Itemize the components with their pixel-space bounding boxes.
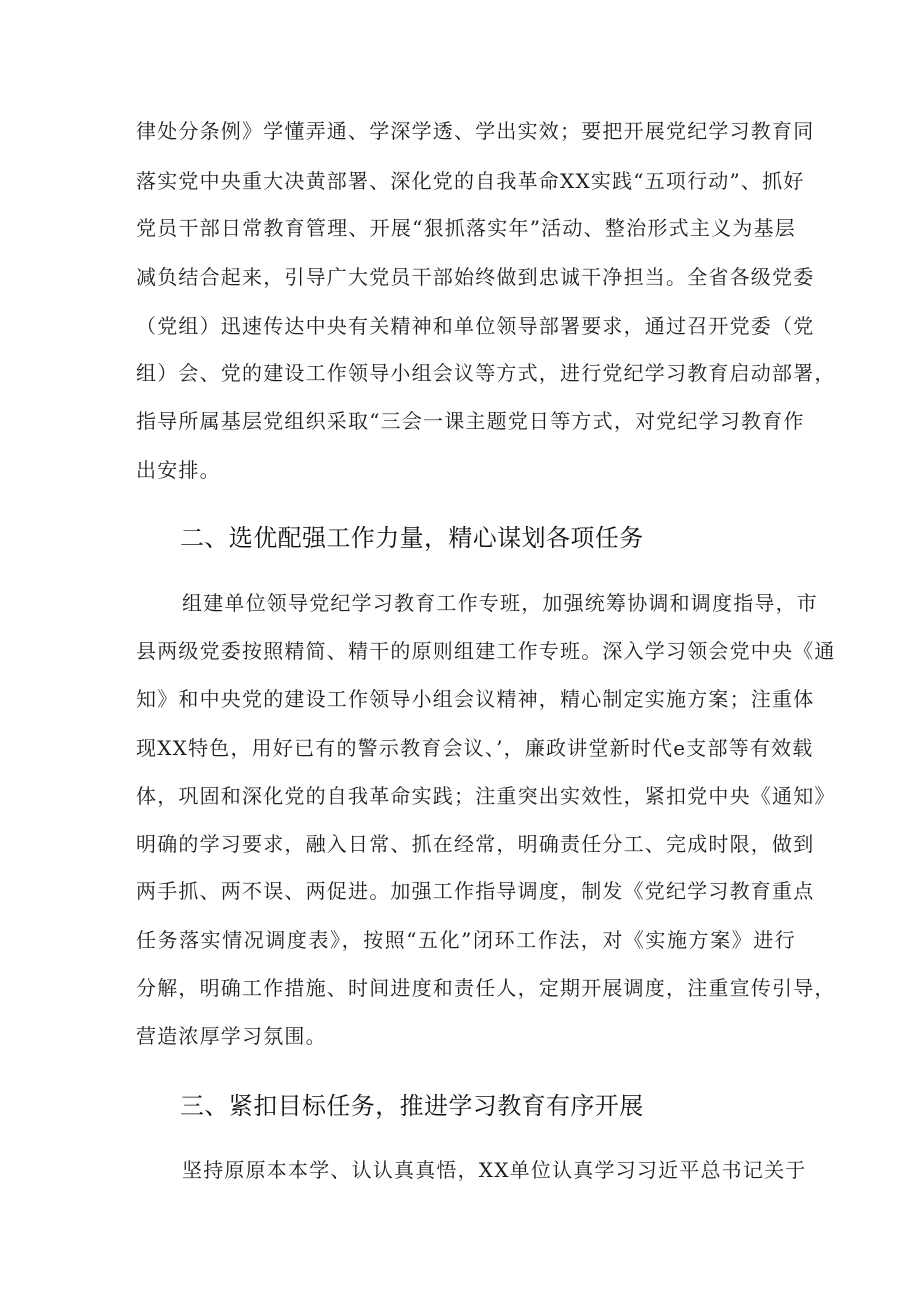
body-text-line: 营造浓厚学习氛围。	[136, 1024, 327, 1048]
body-text-line: 体，巩固和深化党的自我革命实践；注重突出实效性，紧扣党中央《通知》	[136, 784, 836, 808]
body-text-line: 指导所属基层党组织采取“三会一课主题党日等方式，对党纪学习教育作	[136, 409, 805, 433]
body-text-line: 两手抓、两不误、两促进。加强工作指导调度，制发《党纪学习教育重点	[136, 879, 815, 903]
body-text-line: 县两级党委按照精简、精干的原则组建工作专班。深入学习领会党中央《通	[136, 639, 836, 663]
body-text-line: 律处分条例》学懂弄通、学深学透、学出实效；要把开展党纪学习教育同	[136, 119, 815, 143]
body-text-line: 出安排。	[136, 458, 221, 482]
body-text-line: 明确的学习要求，融入日常、抓在经常，明确责任分工、完成时限，做到	[136, 832, 815, 856]
body-text-line: 坚持原原本本学、认认真真悟，XX单位认真学习习近平总书记关于	[182, 1158, 807, 1182]
body-text-line: 知》和中央党的建设工作领导小组会议精神，精心制定实施方案；注重体	[136, 687, 815, 711]
body-text-line: 组建单位领导党纪学习教育工作专班，加强统筹协调和调度指导，市	[182, 591, 818, 615]
body-text-line: 减负结合起来，引导广大党员干部始终做到忠诚干净担当。全省各级党委	[136, 265, 815, 289]
body-text-line: 组）会、党的建设工作领导小组会议等方式，进行党纪学习教育启动部署，	[136, 361, 836, 385]
body-text-line: 现XX特色，用好已有的警示教育会议、’，廉政讲堂新时代e支部等有效载	[136, 736, 814, 760]
section-heading: 二、选优配强工作力量，精心谋划各项任务	[180, 524, 644, 552]
body-text-line: 分解，明确工作措施、时间进度和责任人，定期开展调度，注重宣传引导，	[136, 976, 836, 1000]
body-text-line: 党员干部日常教育管理、开展“狠抓落实年”活动、整治形式主义为基层	[136, 216, 796, 240]
body-text-line: 落实党中央重大决黄部署、深化党的自我革命XX实践“五项行动”、抓好	[136, 169, 805, 193]
section-heading: 三、紧扣目标任务，推进学习教育有序开展	[180, 1092, 644, 1120]
body-text-line: 任务落实情况调度表》，按照“五化”闭环工作法，对《实施方案》进行	[136, 928, 796, 952]
body-text-line: （党组）迅速传达中央有关精神和单位领导部署要求，通过召开党委（党	[136, 314, 815, 338]
